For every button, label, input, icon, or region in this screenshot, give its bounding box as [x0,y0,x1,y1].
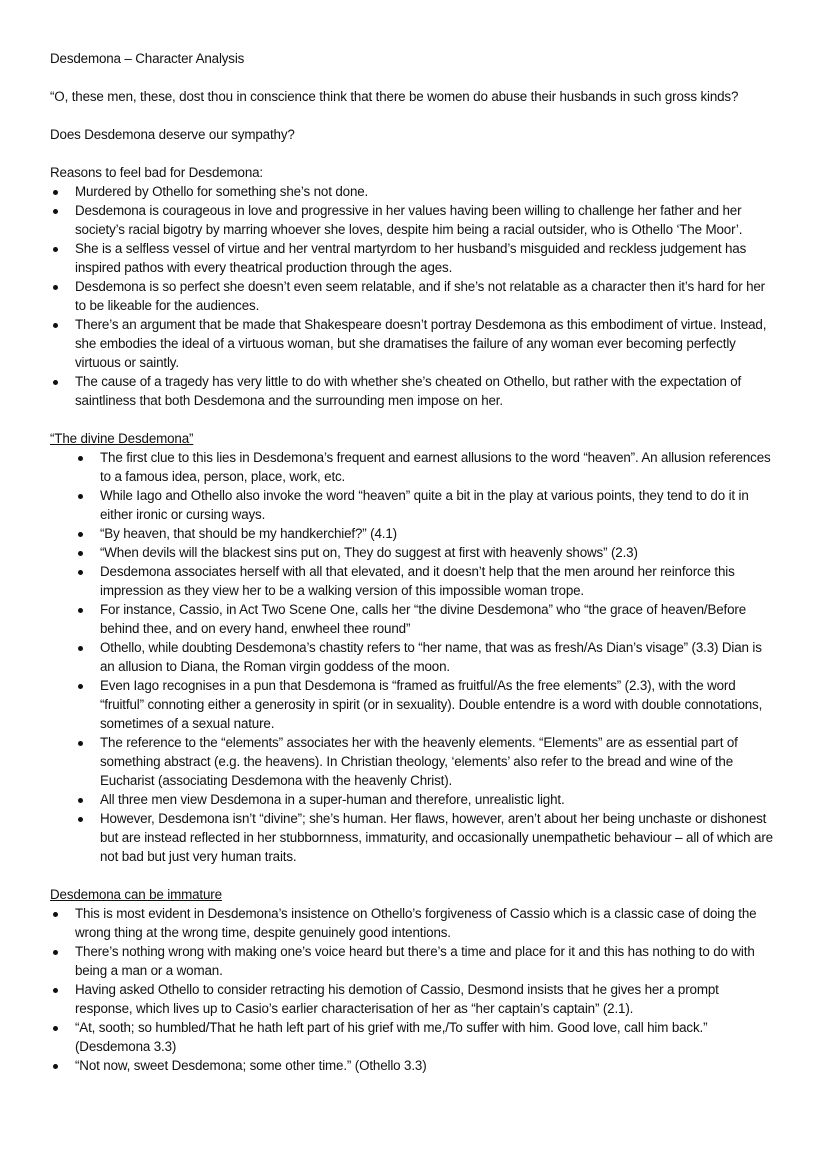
list-item: However, Desdemona isn’t “divine”; she’s human. Her flaws, however, aren’t about her being unchaste or dishonest but are instead reflected in her stubbornness, immaturity, and occasionally unempathetic behaviour – all of which are not bad but just very human traits. [50,809,775,866]
list-item: Desdemona is so perfect she doesn’t even seem relatable, and if she’s not relatable as a character then it’s hard for her to be likeable for the audiences. [50,277,775,315]
bullet-list-immature [50,904,775,1075]
list-item: Othello, while doubting Desdemona’s chastity refers to “her name, that was as fresh/As Dian’s visage” (3.3) Dian is an allusion to Diana, the Roman virgin goddess of the moon. [50,638,775,676]
list-item: “By heaven, that should be my handkerchief?” (4.1) [50,524,775,543]
list-item: She is a selfless vessel of virtue and her ventral martyrdom to her husband’s misguided and reckless judgement has inspired pathos with every theatrical production through the ages. [50,239,775,277]
list-item: “Not now, sweet Desdemona; some other time.” (Othello 3.3) [50,1056,775,1075]
section-heading-immature: Desdemona can be immature [50,887,222,902]
list-item: All three men view Desdemona in a super-human and therefore, unrealistic light. [50,790,775,809]
section-heading-sympathy: Reasons to feel bad for Desdemona: [50,165,264,180]
list-item: Murdered by Othello for something she’s not done. [50,182,775,201]
list-item: There’s nothing wrong with making one’s voice heard but there’s a time and place for it and this has nothing to do with being a man or a woman. [50,942,775,980]
list-item: The cause of a tragedy has very little to do with whether she’s cheated on Othello, but rather with the expectation of saintliness that both Desdemona and the surrounding men impose on her. [50,372,775,410]
document-page [50,49,775,1094]
list-item: “When devils will the blackest sins put on, They do suggest at first with heavenly shows” (2.3) [50,543,775,562]
list-item: Even Iago recognises in a pun that Desdemona is “framed as fruitful/As the free elements” (2.3), with the word “fruitful” connoting either a generosity in spirit (or in sexuality). Double entendre is a word with double connotations, sometimes of a sexual nature. [50,676,775,733]
list-item: There’s an argument that be made that Shakespeare doesn’t portray Desdemona as this embodiment of virtue. Instead, she embodies the ideal of a virtuous woman, but she dramatises the failure of any woman ever becoming perfectly virtuous or saintly. [50,315,775,372]
list-item: Having asked Othello to consider retracting his demotion of Cassio, Desmond insists that he gives her a prompt response, which lives up to Casio’s earlier characterisation of her as “her captain’s captain” (2.1). [50,980,775,1018]
list-item: This is most evident in Desdemona’s insistence on Othello’s forgiveness of Cassio which is a classic case of doing the wrong thing at the wrong time, despite genuinely good intentions. [50,904,775,942]
bullet-list-divine [50,448,775,866]
document-title: Desdemona – Character Analysis [50,51,245,66]
epigraph-quote: “O, these men, these, dost thou in conscience think that there be women do abuse their husbands in such gross kinds? [50,89,739,104]
section-heading-divine: “The divine Desdemona” [50,431,194,446]
list-item: For instance, Cassio, in Act Two Scene One, calls her “the divine Desdemona” who “the grace of heaven/Before behind thee, and on every hand, enwheel thee round” [50,600,775,638]
list-item: The reference to the “elements” associates her with the heavenly elements. “Elements” are as essential part of something abstract (e.g. the heavens). In Christian theology, ‘elements’ also refer to the bread and wine of the Eucharist (associating Desdemona with the heavenly Christ). [50,733,775,790]
bullet-list-sympathy [50,182,775,410]
list-item: While Iago and Othello also invoke the word “heaven” quite a bit in the play at various points, they tend to do it in either ironic or cursing ways. [50,486,775,524]
list-item: Desdemona is courageous in love and progressive in her values having been willing to challenge her father and her society’s racial bigotry by marring whoever she loves, despite him being a racial outsider, who is Othello ‘The Moor’. [50,201,775,239]
list-item: Desdemona associates herself with all that elevated, and it doesn’t help that the men around her reinforce this impression as they view her to be a walking version of this impossible woman trope. [50,562,775,600]
list-item: “At, sooth; so humbled/That he hath left part of his grief with me,/To suffer with him. Good love, call him back.” (Desdemona 3.3) [50,1018,775,1056]
central-question: Does Desdemona deserve our sympathy? [50,127,295,142]
list-item: The first clue to this lies in Desdemona’s frequent and earnest allusions to the word “heaven”. An allusion references to a famous idea, person, place, work, etc. [50,448,775,486]
